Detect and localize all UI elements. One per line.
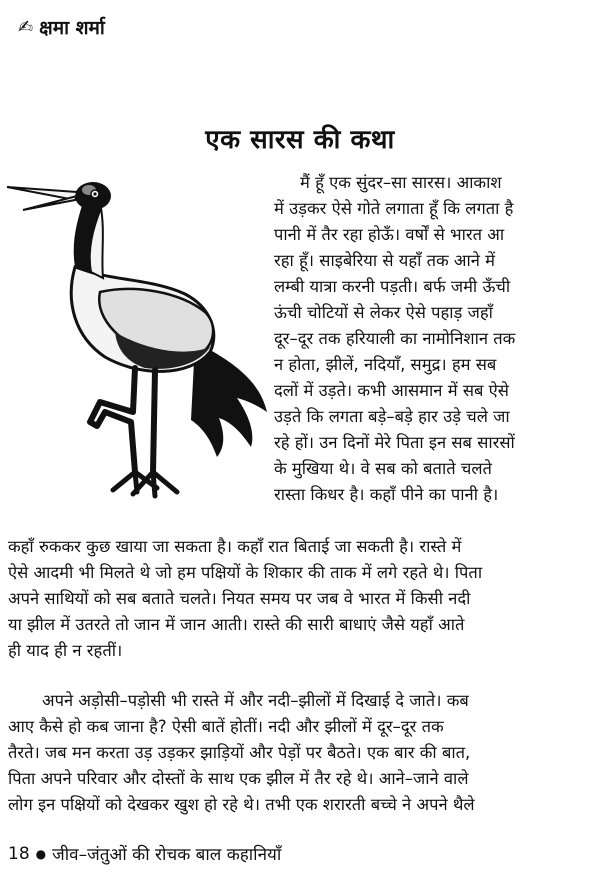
book-title: जीव–जंतुओं की रोचक बाल कहानियाँ [52,845,282,865]
text-line: लोग इन पक्षियों को देखकर खुश हो रहे थे। तभी एक शरारती बच्चे ने अपने थैले [8,795,475,814]
page-number: 18 [8,843,30,864]
text-line: या झील में उतरते तो जान में जान आती। रास्ते की सारी बाधाएं जैसे यहाँ आते [8,615,465,634]
text-line: के मुखिया थे। वे सब को बताते चलते [274,459,492,478]
text-line: अपने अड़ोसी–पड़ोसी भी रास्ते में और नदी–झीलों में दिखाई दे जाते। कब [42,691,469,710]
text-line: लम्बी यात्रा करनी पड़ती। बर्फ जमी ऊँची [274,277,511,296]
text-line: पिता अपने परिवार और दोस्तों के साथ एक झील में तैर रहे थे। आने–जाने वाले [8,769,469,788]
text-line: मैं हूँ एक सुंदर–सा सारस। आकाश [300,173,502,192]
story-title: एक सारस की कथा [205,125,395,155]
text-line: ऐसे आदमी भी मिलते थे जो हम पक्षियों के शिकार की ताक में लगे रहते थे। पिता [8,563,483,582]
text-line: पानी में तैर रहा होऊँ। वर्षों से भारत आ [274,225,505,244]
text-line: ही याद ही न रहतीं। [8,641,123,660]
page-header [18,14,105,40]
paragraph-2 [8,688,592,818]
text-line: उड़ते कि लगता बड़े–बड़े हार उड़े चले जा [274,407,510,426]
author-name: क्षमा शर्मा [39,17,105,39]
text-line: दलों में उड़ते। कभी आसमान में सब ऐसे [274,381,509,400]
text-line: रहे हों। उन दिनों मेरे पिता इन सब सारसों [274,433,515,452]
crane-illustration [5,172,275,507]
text-line: अपने साथियों को सब बताते चलते। नियत समय पर जब वे भारत में किसी नदी [8,589,471,608]
paragraph-1-intro [274,170,592,508]
text-line: रास्ता किधर है। कहाँ पीने का पानी है। [274,485,499,504]
page-footer [8,842,281,865]
text-line: कहाँ रुककर कुछ खाया जा सकता है। कहाँ रात बिताई जा सकती है। रास्ते में [8,537,462,556]
text-line: तैरते। जब मन करता उड़ उड़कर झाड़ियों और पेड़ों पर बैठते। एक बार की बात, [8,743,471,762]
text-line: ऊंची चोटियों से लेकर ऐसे पहाड़ जहाँ [274,303,493,322]
text-line: न होता, झीलें, नदियाँ, समुद्र। हम सब [274,355,497,374]
text-line: रहा हूँ। साइबेरिया से यहाँ तक आने में [274,251,496,270]
text-line: दूर–दूर तक हरियाली का नामोनिशान तक [274,329,516,348]
pen-icon: ✍ [18,16,34,38]
text-line: में उड़कर ऐसे गोते लगाता हूँ कि लगता है [274,199,514,218]
bullet-icon: ● [35,846,47,861]
paragraph-1-continuation [8,534,592,664]
text-line: आए कैसे हो कब जाना है? ऐसी बातें होतीं। नदी और झीलों में दूर–दूर तक [8,717,444,736]
